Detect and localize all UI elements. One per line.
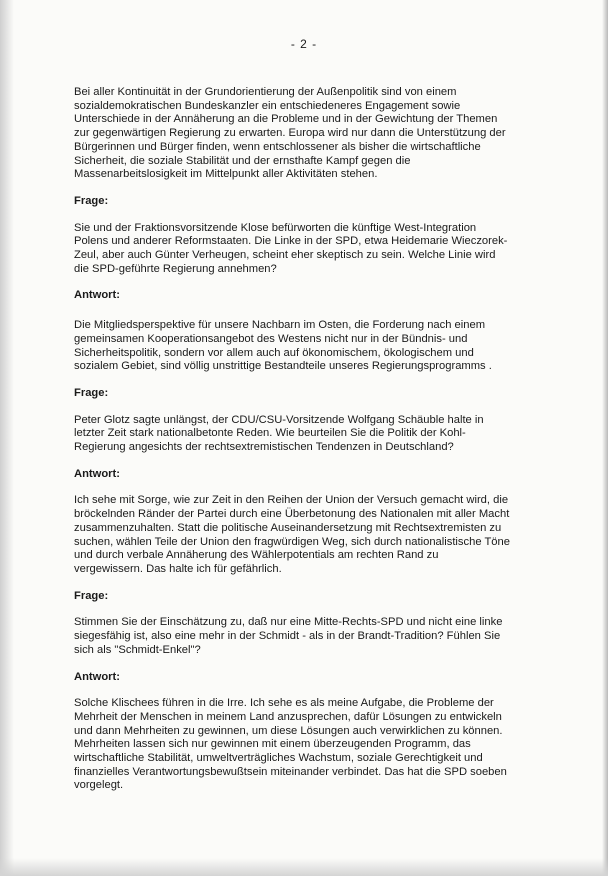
paragraph-intro: Bei aller Kontinuität in der Grundorientierung der Außenpolitik sind von einem sozialdemokratischen Bundeskanzler ein entschiedeneres Engagement sowie Unterschiede in der Annäherung an die Probleme und in der Gewichtung der Themen zur gegenwärtigen Regierung zu erwarten. Europa wird nur dann die Unterstützung der Bürgerinnen und Bürger finden, wenn entschlossener als bisher die wirtschaftliche Sicherheit, die soziale Stabilität und der ernsthafte Kampf gegen die Massenarbeitslosigkeit im Mittelpunkt aller Aktivitäten stehen. [74,86,506,181]
scan-shadow-left [0,0,14,876]
answer-label: Antwort: [74,289,120,302]
page-number: - 2 - [290,37,318,51]
answer-text: Solche Klischees führen in die Irre. Ich sehe es als meine Aufgabe, die Probleme der Mehrheit der Menschen in meinem Land anzusprechen, dafür Lösungen zu entwickeln und dann Mehrheiten zu gewinnen, um diese Lösungen auch verwirklichen zu können. Mehrheiten lassen sich nur gewinnen mit einem überzeugenden Programm, das wirtschaftliche Stabilität, umweltverträgliches Wachstum, soziale Gerechtigkeit und finanzielles Verantwortungsbewußtsein miteinander verbindet. Das hat die SPD soeben vorgelegt. [74,697,507,792]
answer-text: Die Mitgliedsperspektive für unsere Nachbarn im Osten, die Forderung nach einem gemeinsamen Kooperationsangebot des Westens nicht nur in der Bündnis- und Sicherheitspolitik, sondern vor allem auch auf ökonomischem, ökologischem und sozialem Gebiet, sind völlig unstrittige Bestandteile unseres Regierungsprogramms . [74,319,492,373]
question-text: Peter Glotz sagte unlängst, der CDU/CSU-Vorsitzende Wolfgang Schäuble halte in letzter Zeit stark nationalbetonte Reden. Wie beurteilen Sie die Politik der Kohl-Regierung angesichts der rechtsextremistischen Tendenzen in Deutschland? [74,413,484,454]
answer-text: Ich sehe mit Sorge, wie zur Zeit in den Reihen der Union der Versuch gemacht wird, die bröckelnden Ränder der Partei durch eine Überbetonung des Nationalen mit aller Macht zusammenzuhalten. Statt die politische Auseinandersetzung mit Rechtsextremisten zu suchen, wählen Teile der Union den fragwürdigen Weg, sich durch nationalistische Töne und durch verbale Annäherung des Wählerpotentials am rechten Rand zu vergewissern. Das halte ich für gefährlich. [74,494,510,575]
question-label: Frage: [74,386,109,399]
answer-label: Antwort: [74,670,120,683]
scan-shadow-right [602,0,608,876]
question-label: Frage: [74,589,109,602]
question-text: Sie und der Fraktionsvorsitzende Klose befürworten die künftige West-Integration Polens und anderer Reformstaaten. Die Linke in der SPD, etwa Heidemarie Wieczorek- Zeul, aber auch Günter Verheugen, scheint eher skeptisch zu sein. Welche Linie wird die SPD-geführte Regierung annehmen? [74,221,508,275]
answer-label: Antwort: [74,467,120,480]
question-label: Frage: [74,194,109,207]
document-body [74,86,510,793]
scan-shadow-bottom [0,858,608,876]
question-text: Stimmen Sie der Einschätzung zu, daß nur eine Mitte-Rechts-SPD und nicht eine linke siegesfähig ist, also eine mehr in der Schmidt - als in der Brandt-Tradition? Fühlen Sie sich als "Schmidt-Enkel"? [74,616,503,656]
